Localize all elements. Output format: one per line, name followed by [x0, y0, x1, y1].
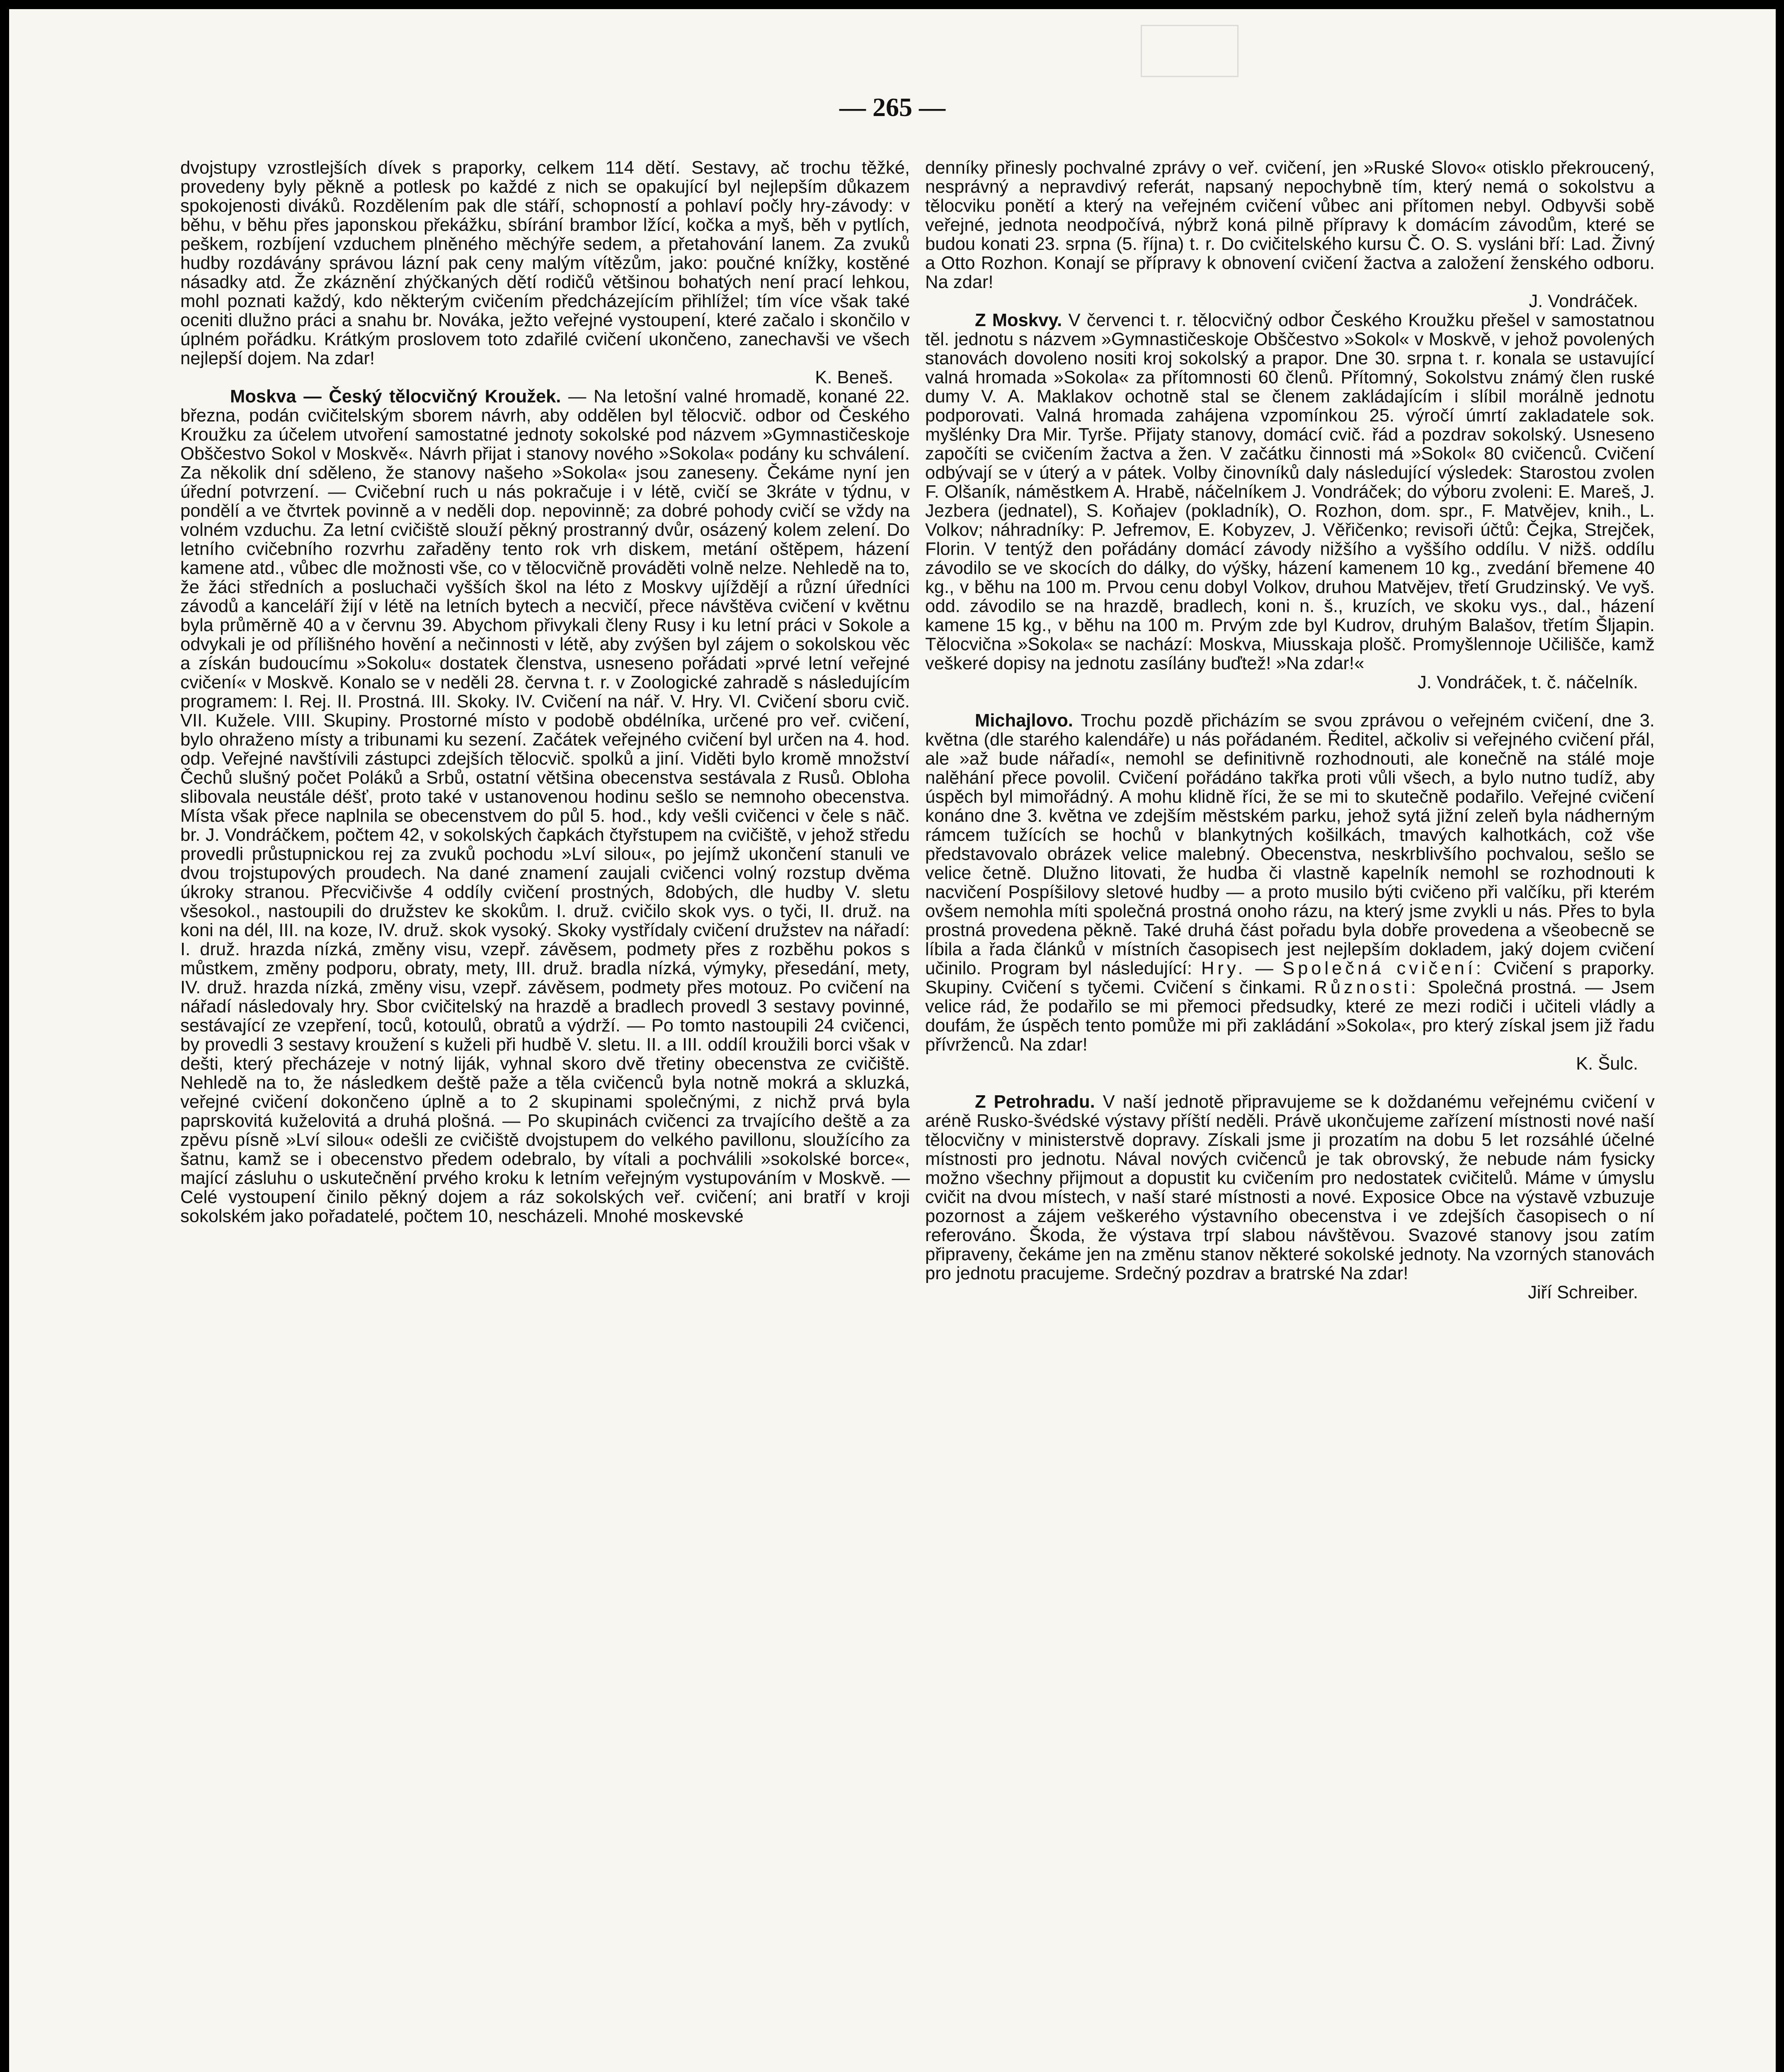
paragraph-text: Společná prostná. — Jsem velice rád, že podařilo se mi přemoci předsudky, které ze mezi rodiči i učiteli vládly a doufám, že úspěch tento pomůže mi při zakládání »Sokola«, pro který získal jsem již řadu přívrženců. Na zdar!: [925, 978, 1655, 1055]
signature: J. Vondráček, t. č. náčelník.: [1418, 673, 1638, 692]
article-z-moskvy: [925, 311, 1655, 692]
paragraph-text: V červenci t. r. tělocvičný odbor Českého Kroužku přešel v samostatnou těl. jednotu s názvem »Gymnastičeskoje Obščestvo »Sokol« v Moskvě, v jehož povolených stanovách dovoleno nositi kroj sokolský a prapor. Dne 30. srpna t. r. konala se ustavující valná hromada »Sokola« za přítomnosti 60 členů. Přítomný, Sokolstvu známý člen ruské dumy V. A. Maklakov ochotně stal se členem zakládajícím i slíbil morálně jednotu podporovati. Valná hromada zahájena vzpomínkou 25. výročí úmrtí zakladatele sok. myšlénky Dra Mir. Tyrše. Přijaty stanovy, domácí cvič. řád a pozdrav sokolský. Usneseno započíti se cvičením žactva a žen. V začátku činnosti má »Sokol« 80 cvičenců. Cvičení odbývají se v úterý a v pátek. Volby činovníků daly následující výsledek: Starostou zvolen F. Olšaník, náměstkem A. Hrabě, náčelníkem J. Vondráček; do výboru zvoleni: E. Mareš, J. Jezbera (jednatel), S. Koňajev (pokladník), O. Rozhon, dom. spr., F. Matvějev, knih., L. Volkov; náhradníky: P. Jefremov, E. Kobyzev, J. Věřičenko; revisoři účtů: Čejka, Strejček, Florin. V tentýž den pořádány domácí závody nižšího a vyššího oddílu. V nižš. oddílu závodilo se ve skocích do dálky, do výšky, házení kamenem 10 kg., zvedání břemene 40 kg., v běhu na 100 m. Prvou cenu dobyl Volkov, druhou Matvějev, třetí Grudzinský. Ve vyš. odd. závodilo se na hrazdě, bradlech, koni n. š., kruzích, ve skoku vys., dal., házení kamene 15 kg., v běhu na 100 m. Prvým zde byl Kudrov, druhým Balašov, třetím Šljapin. Tělocvična »Sokola« se nachází: Moskva, Miusskaja plošč. Promyšlennoje Učilišče, kamž veškeré dopisy na jednotu zasílány buďtež! »Na zdar!«: [925, 310, 1655, 673]
paragraph-text: Cvičení s praporky. Skupiny. Cvičení s tyčemi. Cvičení s činkami.: [925, 959, 1655, 997]
left-column: [180, 158, 910, 2072]
paragraph-text: — Na letošní valné hromadě, konané 22. března, podán cvičitelským sborem návrh, aby oddělen byl tělocvič. odbor od Českého Kroužku za účelem utvoření samostatné jednoty sokolské pod názvem »Gymnastičeskoje Obščestvo Sokol v Moskvě«. Návrh přijat i stanovy nového »Sokola« podány ku schválení. Za několik dní sděleno, že stanovy našeho »Sokola« jsou zaneseny. Čekáme nyní jen úřední potvrzení. — Cvičební ruch u nás pokračuje i v létě, cvičí se 3kráte v týdnu, v pondělí a ve čtvrtek povinně a v neděli dop. nepovinně; za dobré pohody cvičí se vždy na volném vzduchu. Za letní cvičiště slouží pěkný prostranný dvůr, osázený kolem zelení. Do letního cvičebního rozvrhu zařaděny tento rok vrh diskem, metání oštěpem, házení kamene atd., vůbec dle možnosti vše, co v tělocvičně prováděti volně nelze. Nehledě na to, že žáci středních a posluchači vyšších škol na léto z Moskvy ujíždějí a různí úředníci závodů a kanceláří žijí v létě na letních bytech a necvičí, přece návštěva cvičení v květnu byla průměrně 40 a v červnu 39. Abychom přivykali členy Rusy i ku letní práci v Sokole a odvykali je od přílišného hovění a nečinnosti v létě, aby zvýšen byl zájem o sokolskou věc a získán budoucímu »Sokolu« dostatek členstva, usneseno pořádati »prvé letní veřejné cvičení« v Moskvě. Konalo se v neděli 28. června t. r. v Zoologické zahradě s následujícím programem: I. Rej. II. Prostná. III. Skoky. IV. Cvičení na nář. V. Hry. VI. Cvičení sboru cvič. VII. Kuželе. VIII. Skupiny. Prostorné místo v podobě obdélníka, určené pro veř. cvičení, bylo ohraženo místy a tribunami ku sezení. Začátek veřejného cvičení byl určen na 4. hod. odp. Veřejné navštívili zástupci zdejších tělocvič. spolků a jiní. Viděti bylo kromě množství Čechů slušný počet Poláků a Srbů, ostatní většina obecenstva sestávala z Rusů. Obloha slibovala neustále déšť, proto také v ustanovenou hodinu sešlo se nemnoho obecenstva. Místa však přece naplnila se obecenstvem do půl 5. hod., kdy vešli cvičenci v čele s nāč. br. J. Vondráčkem, počtem 42, v sokolských čapkách čtyřstupem na cvičiště, v jehož středu provedli průstupnickou rej za zvuků pochodu »Lví silou«, po jejímž ukončení stanuli ve dvou trojstupových proudech. Na dané znamení zaujali cvičenci volný rozstup dvěma úkroky stranou. Přecvičivše 4 oddíly cvičení prostných, 8dobých, dle hudby V. sletu všesokol., nastoupili do družstev ke skokům. I. druž. cvičilo skok vys. o tyči, II. druž. na koni na dél, III. na koze, IV. druž. skok vysoký. Skoky vystřídaly cvičení družstev na nářadí: I. druž. hrazda nízká, změny visu, vzepř. závěsem, podmety přes z rozběhu pokos s můstkem, změny podporu, obraty, mety, III. druž. bradla nízká, výmyky, přesedání, mety, IV. druž. hrazda nízká, změny visu, vzepř. závěsem, podmety přes motouz. Po cvičení na nářadí následovaly hry. Sbor cvičitelský na hrazdě a bradlech provedl 3 sestavy povinné, sestávající ze vzepření, toců, kotoulů, obratů a výdrží. — Po tomto nastoupili 24 cvičenci, by provedli 3 sestavy kroužení s kuželi při hudbě V. sletu. II. a III. oddíl kroužili borci však v dešti, který přecházeje v notný liják, vyhnal skoro dvě třetiny obecenstva ze cvičiště. Nehledě na to, že následkem deště paže a těla cvičenců byla notně mokrá a skluzká, veřejné cvičení dokončeno úplně a to 2 skupinami společnými, z nichž prvá byla paprskovitá kuželovitá a druhá plošná. — Po skupinách cvičenci za trvajícího deště a za zpěvu písně »Lví silou« odešli ze cvičiště dvojstupem do velkého pavillonu, sloužícího za šatnu, kamž se i obecenstvo předem odebralo, by vítali a pochválili »sokolské borce«, mající zásluhu o uskutečnění prvého kroku k letním veřejným vystupováním v Moskvě. — Celé vystoupení činilo pěkný dojem a ráz sokolských veř. cvičení; ani bratří v kroji sokolském jako pořadatelé, počtem 10, nescházeli. Mnohé moskevské: [180, 387, 910, 1226]
paragraph-text: —: [1246, 959, 1283, 978]
paragraph-text: dvojstupy vzrostlejších dívek s praporky, celkem 114 dětí. Sestavy, ač trochu těžké, provedeny byly pěkně a potlesk po každé z nich se opakující byl nejlepším důkazem spokojenosti diváků. Rozdělením pak dle stáří, schopností a pohlaví počly hry-závody: v běhu, v běhu přes japonskou překážku, sbírání brambor lžící, kočka a myš, běh v pytlích, peškem, rozbíjení vzduchem plněného měchýře sedem, a přetahování lanem. Za zvuků hudby rozdávány správou lázní pak ceny malým vítězům, jako: poučné knížky, kostěné násadky atd. Že zkáznění zhýčkaných dětí rodičů většinou bohatých není prací lehkou, mohl poznati každý, kdo některým cvičením předcházejícím přihlížel; tím více však také oceniti dlužno práci a snahu br. Nováka, ježto veřejné vystoupení, které začalo i skončilo v úplném pořádku. Krátkým proslovem toto zdařilé cvičení ukončeno, zanechavši ve všech nejlepší dojem. Na zdar!: [180, 158, 910, 368]
article-moskva: [180, 387, 910, 1226]
page-number: — 265 —: [839, 92, 945, 122]
article-continuation-right: [925, 158, 1655, 311]
article-heading: Z Moskvy.: [975, 310, 1062, 330]
article-michajlovo: [925, 711, 1655, 1073]
article-heading: Michajlovo.: [975, 711, 1073, 731]
signature: K. Beneš.: [815, 368, 893, 387]
paragraph-text: V naší jednotě připravujeme se k doždanému veřejnému cvičení v aréně Rusko-švédské výstavy příští neděli. Právě ukončujeme zařízení místnosti nové naší tělocvičny v ministerstvě dopravy. Získali jsme ji prozatím na dobu 5 let rozsáhlé účelné místnosti pro jednotu. Nával nových cvičenců je tak obrovský, že nebude nám fysicky možno všechny přijmout a dopustit ku cvičením pro nedostatek cvičitelů. Máme v úmyslu cvičit na dvou místech, v naší staré místnosti a nové. Exposice Obce na výstavě vzbuzuje pozornost a zájem veškerého výstavního obecenstva i ve zdejších časopisech o ní referováno. Škoda, že výstava trpí slabou návštěvou. Svazové stanovy jsou zatím připraveny, čekáme jen na změnu stanov některé sokolské jednoty. Na vzorných stanovách pro jednotu pracujeme. Srdečný pozdrav a bratrské Na zdar!: [925, 1092, 1655, 1283]
paragraph-text: Trochu pozdě přicházím se svou zprávou o veřejném cvičení, dne 3. května (dle starého kalendáře) u nás pořádaném. Ředitel, ačkoliv si veřejného cvičení přál, ale »až bude nářadí«, nemohl se definitivně rozhodnouti, ale konečně na stálé moje nalěhání přece povolil. Cvičení pořádáno takřka proti vůli všech, a bylo nutno tudíž, aby úspěch byl mimořádný. A mohu klidně říci, že se mi to skutečně podařilo. Veřejné cvičení konáno dne 3. května ve zdejším městském parku, jehož sytá jižní zeleň byla nádherným rámcem tužících se hochů v blankytných košilkách, tmavých kalhotkách, což vše představovalo obrázek velice malebný. Obecenstva, neskrblivšího pochvalou, sešlo se velice četně. Dlužno litovati, že hudba či vlastně kapelník nemohl se rozhodnouti k nacvičení Pospíšilovy sletové hudby — a proto musilo býti cvičeno při valčíku, při kterém ovšem nemohla míti společná prostná onoho rázu, na který jsme zvykli u nás. Přes to byla prostná provedena pěkně. Také druhá část pořadu byla dobře provedena a všeobecně se líbila a řada článků v místních časopisech jest nejlepším dokladem, jaký dojem cvičení učinilo. Program byl následující:: [925, 711, 1655, 978]
signature: Jiří Schreiber.: [1528, 1283, 1638, 1302]
article-heading: Moskva — Český tělocvičný Kroužek.: [230, 387, 561, 407]
article-heading: Z Petrohradu.: [975, 1092, 1095, 1112]
article-continuation: [180, 158, 910, 387]
article-z-petrohradu: [925, 1092, 1655, 1302]
program-item: Různosti:: [1314, 978, 1419, 997]
signature: J. Vondráček.: [1529, 291, 1638, 311]
program-item: Společná cvičení:: [1282, 959, 1484, 978]
document-page: [9, 9, 1776, 2072]
program-item: Hry.: [1201, 959, 1246, 978]
right-column: [925, 158, 1655, 2072]
signature: K. Šulc.: [1576, 1054, 1638, 1074]
paragraph-text: denníky přinesly pochvalné zprávy o veř. cvičení, jen »Ruské Slovo« otisklo překroucený, nesprávný a nepravdivý referát, napsaný nepochybně tím, který nemá o sokolstvu a tělocviku ponětí a který na veřejném cvičení vůbec ani přítomen nebyl. Odbyvši sobě veřejné, jednota neodpočívá, nýbrž koná pilně přípravy k domácím závodům, které se budou konati 23. srpna (5. října) t. r. Do cvičitelského kursu Č. O. S. vysláni bří: Lad. Živný a Otto Rozhon. Konají se přípravy k obnovení cvičení žactva a založení ženského odboru. Na zdar!: [925, 158, 1655, 292]
faded-stamp: [1141, 25, 1239, 77]
